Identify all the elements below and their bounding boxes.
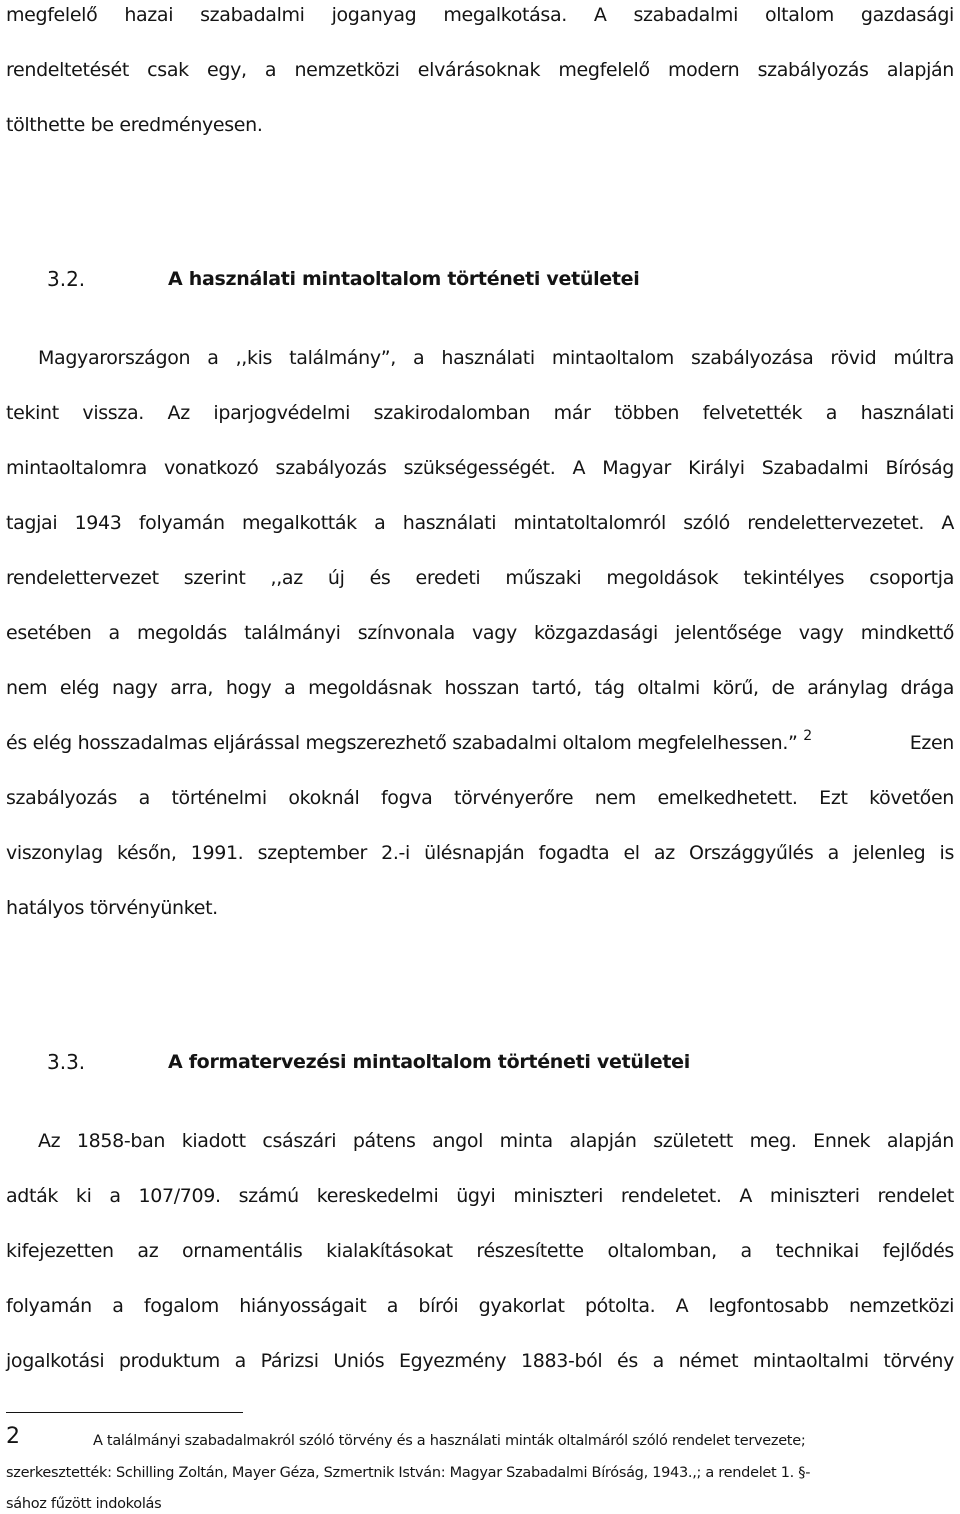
paragraph-line: jogalkotási produktum a Párizsi Uniós Egyezmény 1883-ból és a német mintaoltalmi törvény [6,1350,954,1372]
paragraph-line: nem elég nagy arra, hogy a megoldásnak hosszan tartó, tág oltalmi körű, de aránylag drága [6,677,954,699]
paragraph-line: szabályozás a történelmi okoknál fogva törvényerőre nem emelkedhetett. Ezt követően [6,787,954,809]
paragraph-text: Ezen [909,732,954,754]
paragraph-line: hatályos törvényünket. [6,897,218,919]
paragraph-line: rendeltetését csak egy, a nemzetközi elvárásoknak megfelelő modern szabályozás alapján [6,59,954,81]
paragraph-line: megfelelő hazai szabadalmi joganyag megalkotása. A szabadalmi oltalom gazdasági [6,4,954,26]
paragraph-line: tekint vissza. Az iparjogvédelmi szakirodalomban már többen felvetették a használati [6,402,954,424]
paragraph-line: tölthette be eredményesen. [6,114,263,136]
section-number: 3.3. [47,1050,86,1074]
paragraph-text: és elég hosszadalmas eljárással megszerezhető szabadalmi oltalom megfelelhessen.” $^2$ [6,728,812,754]
paragraph-line: tagjai 1943 folyamán megalkották a használati mintatoltalomról szóló rendelettervezetet. A [6,512,954,534]
paragraph-line: esetében a megoldás találmányi színvonala vagy közgazdasági jelentősége vagy mindkettő [6,622,954,644]
section-title: A formatervezési mintaoltalom történeti vetületei [168,1051,690,1073]
paragraph-line: Az 1858-ban kiadott császári pátens angol minta alapján született meg. Ennek alapján [38,1130,954,1152]
paragraph-line: folyamán a fogalom hiányosságait a bírói gyakorlat pótolta. A legfontosabb nemzetközi [6,1295,954,1317]
paragraph-line: mintaoltalomra vonatkozó szabályozás szükségességét. A Magyar Királyi Szabadalmi Bíróság [6,457,954,479]
footnote-separator [6,1412,243,1413]
footnote-line: sához fűzött indokolás [6,1496,162,1512]
section-number: 3.2. [47,267,86,291]
footnote-text: A találmányi szabadalmakról szóló törvény és a használati minták oltalmáról szóló rendelet tervezete; [93,1433,806,1449]
footnote-ref[interactable]: 2 [803,728,812,744]
paragraph-line: adták ki a 107/709. számú kereskedelmi ügyi miniszteri rendeletet. A miniszteri rendelet [6,1185,954,1207]
paragraph-line [6,730,954,758]
paragraph-line: rendelettervezet szerint ,,az új és eredeti műszaki megoldások tekintélyes csoportja [6,567,954,589]
paragraph-line: Magyarországon a ,,kis találmány”, a használati mintaoltalom szabályozása rövid múltra [38,347,954,369]
footnote-line: szerkesztették: Schilling Zoltán, Mayer Géza, Szmertnik István: Magyar Szabadalmi Bíróság, 1943.,; a rendelet 1. §- [6,1465,811,1481]
footnote-number: 2 [6,1424,20,1449]
section-title: A használati mintaoltalom történeti vetületei [168,268,640,290]
paragraph-line: kifejezetten az ornamentális kialakításokat részesítette oltalomban, a technikai fejlődés [6,1240,954,1262]
paragraph-line: viszonylag későn, 1991. szeptember 2.-i ülésnapján fogadta el az Országgyűlés a jelenleg is [6,842,954,864]
